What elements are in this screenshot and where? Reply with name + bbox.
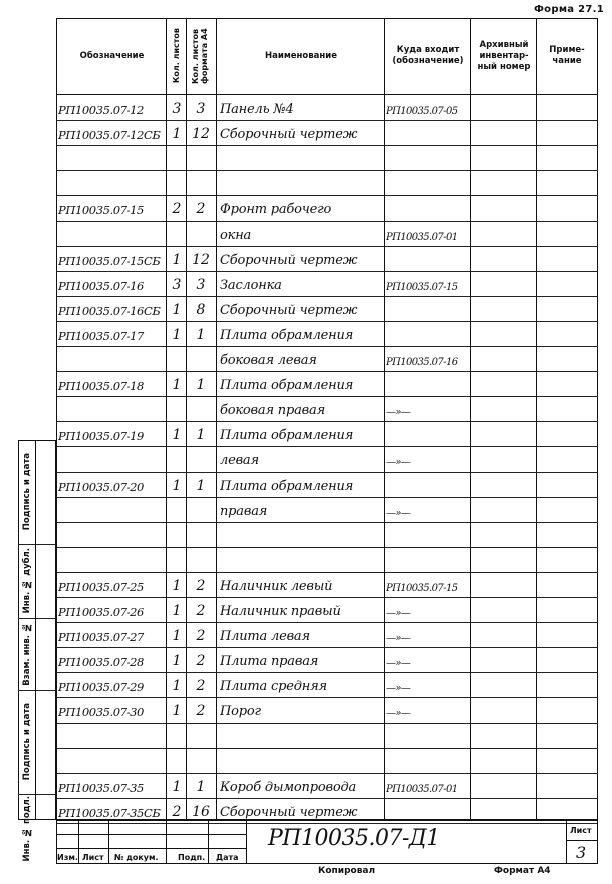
row-name: Плита левая [220,629,310,645]
row-divider [56,798,598,799]
row-q1: 1 [172,427,182,444]
row-dest: —»— [386,507,411,519]
row-dest: РП10035.07-01 [386,783,458,795]
row-name: Сборочный чертеж [220,302,358,318]
row-dest: —»— [386,708,411,720]
row-dest [386,524,470,546]
row-name [220,725,384,747]
row-divider [56,748,598,749]
doc-number-stamp: РП10035.07-Д1 [268,826,440,851]
row-name: Плита обрамления [220,327,354,343]
row-q1 [168,524,186,546]
row-divider [56,647,598,648]
row-q1: 2 [172,803,182,820]
row-divider [56,421,598,422]
row-q2: 1 [196,778,206,795]
margin-sign-date-top: Подпись и дата [22,453,32,531]
row-q1 [168,499,186,521]
tb-col-sign: Подп. [178,853,206,862]
row-q1: 1 [172,703,182,720]
row-dest: —»— [386,457,411,469]
row-divider [56,170,598,171]
row-q1: 2 [172,201,182,218]
row-q2 [188,448,214,470]
row-divider [56,497,598,498]
row-q1: 1 [172,301,182,318]
row-dest: —»— [386,633,411,645]
row-q2 [188,750,214,772]
row-designation: РП10035.07-35СБ [58,805,161,820]
row-q2: 12 [192,126,210,143]
tb-sheet-number: 3 [576,843,587,862]
row-designation: РП10035.07-16 [58,278,144,293]
row-designation: РП10035.07-25 [58,579,144,594]
row-q2: 3 [196,276,206,293]
header-qty-sheets: Кол. листов [172,28,181,84]
row-dest [386,373,470,395]
row-divider [56,271,598,272]
row-dest [386,298,470,320]
row-dest: —»— [386,407,411,419]
row-divider [56,321,598,322]
row-divider [56,572,598,573]
row-q2: 1 [196,326,206,343]
row-q1 [168,725,186,747]
row-designation: РП10035.07-27 [58,630,144,645]
row-q2 [188,348,214,370]
row-name: Плита правая [220,654,319,670]
row-q2: 2 [196,201,206,218]
row-designation [58,549,166,571]
row-divider [56,522,598,523]
row-divider [56,446,598,447]
row-dest [386,122,470,144]
row-designation [58,524,166,546]
row-name: боковая левая [220,353,317,368]
row-designation: РП10035.07-35 [58,780,144,795]
row-dest [386,549,470,571]
row-dest [386,750,470,772]
row-designation: РП10035.07-17 [58,328,144,343]
row-dest: РП10035.07-15 [386,281,458,293]
row-designation: РП10035.07-20 [58,479,144,494]
row-designation [58,725,166,747]
row-dest: РП10035.07-15 [386,582,458,594]
row-divider [56,597,598,598]
row-designation [58,750,166,772]
tb-col-izm: Изм. [57,853,78,862]
row-dest [386,197,470,219]
row-divider [56,672,598,673]
footer-format: Формат А4 [494,866,551,876]
row-name: Наличник правый [220,604,341,619]
row-divider [56,371,598,372]
row-name: Сборочный чертеж [220,804,358,820]
row-designation [58,448,166,470]
row-dest: —»— [386,608,411,619]
row-divider [56,723,598,724]
row-dest [386,248,470,270]
margin-vzam-inv: Взам. инв. № [22,622,32,686]
row-dest [386,172,470,194]
row-q2: 1 [196,377,206,394]
row-designation: РП10035.07-30 [58,705,144,720]
row-q2 [188,223,214,245]
row-divider [56,221,598,222]
row-dest [386,323,470,345]
row-name: Порог [220,704,261,720]
footer-copied: Копировал [318,866,376,876]
row-designation [58,398,166,420]
row-q2: 2 [196,703,206,720]
row-designation: РП10035.07-16СБ [58,303,161,318]
row-designation [58,348,166,370]
row-q2: 1 [196,427,206,444]
row-name: Плита обрамления [220,428,354,444]
row-designation: РП10035.07-15 [58,203,144,218]
row-q1: 1 [172,477,182,494]
row-q1: 1 [172,326,182,343]
row-dest: —»— [386,683,411,695]
row-q1 [168,172,186,194]
row-q1: 1 [172,251,182,268]
row-q1 [168,549,186,571]
header-where-used: Куда входит (обозначение) [392,45,464,66]
tb-col-date: Дата [216,853,239,862]
row-q1: 1 [172,653,182,670]
row-divider [56,697,598,698]
row-q1 [168,348,186,370]
row-name: Фронт рабочего [220,202,332,218]
row-q2: 2 [196,678,206,695]
row-dest [386,423,470,445]
row-divider [56,773,598,774]
row-designation: РП10035.07-29 [58,680,144,695]
row-divider [56,296,598,297]
row-dest [386,800,470,822]
header-notes: Приме- чание [549,45,585,66]
row-designation [58,172,166,194]
row-designation: РП10035.07-12 [58,103,144,117]
row-divider [56,145,598,146]
row-q1: 1 [172,577,182,594]
row-q2 [188,147,214,169]
row-divider [56,396,598,397]
tb-col-list: Лист [82,853,104,862]
header-designation: Обозначение [79,50,145,61]
tb-col-doc: № докум. [114,853,159,862]
row-q2: 1 [196,477,206,494]
row-q2 [188,549,214,571]
form-label: Форма 27.1 [533,4,604,15]
row-name: окна [220,227,252,243]
row-q2: 2 [196,653,206,670]
margin-inv-dubl: Инв. № дубл. [22,548,32,614]
row-q1: 3 [172,101,182,117]
row-name: Заслонка [220,277,282,293]
row-name [220,172,384,194]
row-q2 [188,172,214,194]
row-designation: РП10035.07-12СБ [58,128,161,143]
row-name: Плита средняя [220,679,327,695]
header-qty-sheets-a4: Кол. листов формата А4 [190,28,209,84]
row-name: Короб дымопровода [220,779,357,795]
row-dest: РП10035.07-16 [386,357,458,368]
row-name: Плита обрамления [220,378,354,394]
row-dest: РП10035.07-05 [386,106,458,117]
row-q2 [188,725,214,747]
row-q2: 2 [196,603,206,619]
row-name [220,750,384,772]
row-dest: РП10035.07-01 [386,231,458,243]
row-q1: 1 [172,126,182,143]
row-q2: 12 [192,251,210,268]
row-designation: РП10035.07-15СБ [58,253,161,268]
row-dest [386,474,470,496]
row-name: Плита обрамления [220,478,354,494]
row-name [220,524,384,546]
row-q1 [168,398,186,420]
row-q2: 3 [196,101,206,117]
row-designation: РП10035.07-19 [58,429,144,444]
row-q1: 1 [172,603,182,619]
row-divider [56,346,598,347]
row-q1 [168,448,186,470]
row-q2 [188,398,214,420]
row-divider [56,120,598,121]
row-q1 [168,750,186,772]
row-name [220,147,384,169]
row-designation [58,223,166,245]
row-q1: 1 [172,778,182,795]
row-q1: 1 [172,678,182,695]
row-divider [56,547,598,548]
row-dest: —»— [386,658,411,670]
row-q2 [188,499,214,521]
row-name: Сборочный чертеж [220,252,358,268]
row-name: левая [220,453,259,469]
header-name: Наименование [265,50,337,61]
row-q2 [188,524,214,546]
tb-sheet-label: Лист [570,826,592,835]
row-designation [58,147,166,169]
row-divider [56,246,598,247]
row-q1: 1 [172,628,182,645]
row-q1 [168,147,186,169]
row-name: Сборочный чертеж [220,127,358,143]
row-name: правая [220,503,268,519]
row-q2: 2 [196,577,206,594]
row-designation: РП10035.07-28 [58,655,144,670]
row-name: Наличник левый [220,578,333,594]
row-divider [56,195,598,196]
header-archive: Архивный инвентар- ный номер [477,39,531,72]
row-q2: 8 [196,301,206,318]
row-q1: 1 [172,377,182,394]
row-q1: 3 [172,276,182,293]
margin-sign-date-bottom: Подпись и дата [22,703,32,781]
row-divider [56,622,598,623]
margin-inv-podl: Инв. № подл. [22,796,32,862]
row-designation: РП10035.07-26 [58,605,144,619]
row-q2: 16 [192,803,210,820]
row-name [220,549,384,571]
row-designation [58,499,166,521]
row-name: боковая правая [220,403,325,419]
row-q2: 2 [196,628,206,645]
row-name: Панель №4 [220,102,294,117]
row-divider [56,472,598,473]
row-q1 [168,223,186,245]
row-dest [386,147,470,169]
row-dest [386,725,470,747]
row-designation: РП10035.07-18 [58,379,144,394]
